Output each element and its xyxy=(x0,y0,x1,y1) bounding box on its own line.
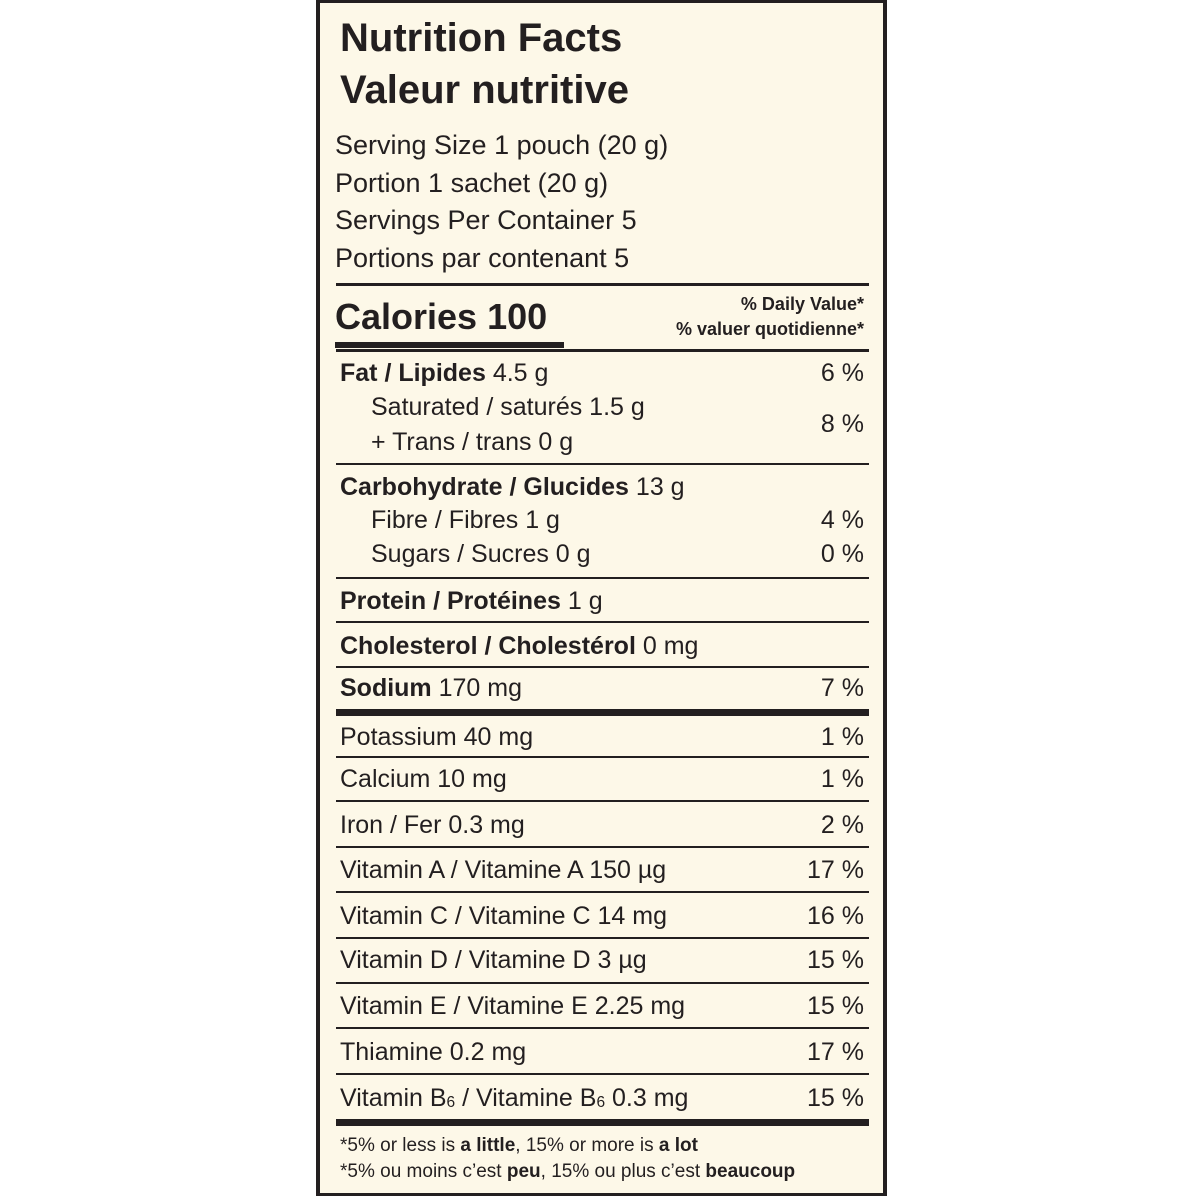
trans-label: + Trans / trans 0 g xyxy=(371,428,574,456)
nutrition-facts-label xyxy=(316,0,887,1196)
daily-value-header-en: % Daily Value* xyxy=(740,294,864,314)
divider xyxy=(336,800,869,802)
divider xyxy=(336,891,869,893)
fat-label: Fat / Lipides xyxy=(340,359,486,387)
daily-value-header-fr: % valuer quotidienne* xyxy=(675,319,864,339)
sugars-row xyxy=(340,539,864,569)
carbohydrate-label: Carbohydrate / Glucides xyxy=(340,473,629,501)
protein-label: Protein / Protéines xyxy=(340,587,561,615)
divider xyxy=(336,756,869,758)
vitamin-d-label: Vitamin D / Vitamine D 3 µg xyxy=(340,946,647,974)
saturated-label: Saturated / saturés 1.5 g xyxy=(371,393,645,421)
protein-row xyxy=(340,586,864,616)
thick-divider xyxy=(336,709,869,716)
divider xyxy=(336,982,869,984)
servings-per-container: Servings Per Container 5 xyxy=(335,205,637,235)
sodium-label: Sodium xyxy=(340,674,432,702)
sugars-label: Sugars / Sucres 0 g xyxy=(371,540,591,568)
vitamin-c-row xyxy=(340,901,864,931)
title-en: Nutrition Facts xyxy=(340,16,623,60)
trans-row xyxy=(340,427,864,457)
vitamin-e-label: Vitamin E / Vitamine E 2.25 mg xyxy=(340,992,686,1020)
fat-amount: 4.5 g xyxy=(492,359,549,387)
thiamine-label: Thiamine 0.2 mg xyxy=(340,1038,527,1066)
sat-trans-dv: 8 % xyxy=(820,410,864,438)
divider xyxy=(336,846,869,848)
divider xyxy=(336,463,869,465)
calories-underline xyxy=(335,342,564,348)
vitamin-c-dv: 16 % xyxy=(807,902,864,930)
cholesterol-amount: 0 mg xyxy=(642,632,699,660)
sodium-amount: 170 mg xyxy=(438,674,523,702)
calcium-label: Calcium 10 mg xyxy=(340,765,507,793)
cholesterol-row xyxy=(340,631,864,661)
vitamin-d-row xyxy=(340,945,864,975)
carbohydrate-row xyxy=(340,472,864,502)
iron-label: Iron / Fer 0.3 mg xyxy=(340,811,525,839)
vitamin-e-row xyxy=(340,991,864,1021)
cholesterol-label: Cholesterol / Cholestérol xyxy=(340,632,636,660)
vitamin-b6-row xyxy=(340,1083,864,1113)
calories: Calories 100 xyxy=(335,296,548,337)
footnote-fr: *5% ou moins c’est peu, 15% ou plus c’est beaucoup xyxy=(340,1161,796,1182)
vitamin-b6-dv: 15 % xyxy=(807,1084,864,1112)
title-fr: Valeur nutritive xyxy=(340,68,629,112)
iron-row xyxy=(340,810,864,840)
divider xyxy=(336,666,869,668)
fibre-label: Fibre / Fibres 1 g xyxy=(371,506,560,534)
portions-par-contenant: Portions par contenant 5 xyxy=(335,243,630,273)
potassium-dv: 1 % xyxy=(820,723,864,751)
fibre-row xyxy=(340,505,864,535)
vitamin-e-dv: 15 % xyxy=(807,992,864,1020)
protein-amount: 1 g xyxy=(567,587,603,615)
sodium-dv: 7 % xyxy=(820,674,864,702)
carbohydrate-amount: 13 g xyxy=(635,473,685,501)
fibre-dv: 4 % xyxy=(820,506,864,534)
thiamine-row xyxy=(340,1037,864,1067)
vitamin-c-label: Vitamin C / Vitamine C 14 mg xyxy=(340,902,667,930)
iron-dv: 2 % xyxy=(820,811,864,839)
sodium-row xyxy=(340,673,864,703)
vitamin-a-label: Vitamin A / Vitamine A 150 µg xyxy=(340,856,667,884)
thiamine-dv: 17 % xyxy=(807,1038,864,1066)
divider xyxy=(336,621,869,623)
thick-divider xyxy=(336,1119,869,1126)
sugars-dv: 0 % xyxy=(820,540,864,568)
vitamin-a-dv: 17 % xyxy=(807,856,864,884)
divider xyxy=(336,937,869,939)
footnote-en: *5% or less is a little, 15% or more is a lot xyxy=(340,1135,698,1156)
calcium-dv: 1 % xyxy=(820,765,864,793)
vitamin-b6-label: Vitamin B6 / Vitamine B6 0.3 mg xyxy=(340,1084,689,1112)
vitamin-d-dv: 15 % xyxy=(807,946,864,974)
divider xyxy=(336,577,869,579)
vitamin-a-row xyxy=(340,855,864,885)
divider xyxy=(336,283,869,286)
calcium-row xyxy=(340,764,864,794)
divider xyxy=(336,1027,869,1029)
fat-row xyxy=(340,358,864,388)
divider xyxy=(336,349,869,352)
potassium-label: Potassium 40 mg xyxy=(340,723,534,751)
potassium-row xyxy=(340,722,864,752)
fat-dv: 6 % xyxy=(820,359,864,387)
serving-size: Serving Size 1 pouch (20 g) xyxy=(335,130,669,160)
portion: Portion 1 sachet (20 g) xyxy=(335,168,609,198)
divider xyxy=(336,1073,869,1075)
